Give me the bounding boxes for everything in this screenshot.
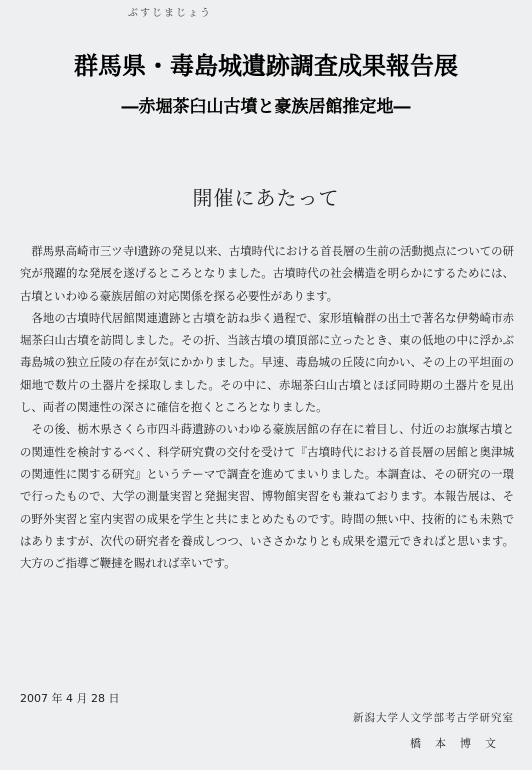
- paragraph-1: 群馬県高崎市三ツ寺Ⅰ遺跡の発見以来、古墳時代における首長層の生前の活動拠点についての研究が飛躍的な発展を遂げるところとなりました。古墳時代の社会構造を明らかにするためには、古墳といわゆる豪族居館の対応関係を探る必要性があります。: [20, 244, 514, 303]
- title-ruby-reading: ぶすじまじょう: [128, 8, 212, 19]
- section-heading: 開催にあたって: [192, 186, 340, 210]
- body-text: [20, 240, 514, 574]
- date-line: 2007 年 4 月 28 日: [20, 692, 120, 705]
- page-subtitle: ―赤堀茶臼山古墳と豪族居館推定地―: [121, 97, 411, 117]
- paragraph-2: 各地の古墳時代居館関連遺跡と古墳を訪ね歩く過程で、家形埴輪群の出土で著名な伊勢崎市赤堀茶臼山古墳を訪問しました。その折、当該古墳の墳頂部に立ったとき、東の低地の中に浮かぶ毒島城の独立丘陵の存在が気にかかりました。早速、毒島城の丘陵に向かい、その上の平坦面の畑地で数片の土器片を採取しました。その中に、赤堀茶臼山古墳とほぼ同時期の土器片を見出し、両者の関連性の深さに確信を抱くところとなりました。: [20, 310, 514, 415]
- author-affiliation: 新潟大学人文学部考古学研究室: [353, 712, 514, 724]
- paragraph-3: その後、栃木県さくら市四斗蒔遺跡のいわゆる豪族居館の存在に着目し、付近のお旗塚古墳との関連性を検討するべく、科学研究費の交付を受けて『古墳時代における首長層の居館と奥津城の関連性に関する研究』というテーマで調査を進めてまいりました。本調査は、その研究の一環で行ったもので、大学の測量実習と発掘実習、博物館実習をも兼ねております。本報告展は、その野外実習と室内実習の成果を学生と共にまとめたものです。時間の無い中、技術的にも未熟ではありますが、次代の研究者を養成しつつ、いささかなりとも成果を還元できればと思います。大方のご指導ご鞭撻を賜れれば幸いです。: [20, 422, 514, 571]
- page-title: 群馬県・毒島城遺跡調査成果報告展: [74, 52, 458, 80]
- author-name: 橋本博文: [410, 737, 510, 750]
